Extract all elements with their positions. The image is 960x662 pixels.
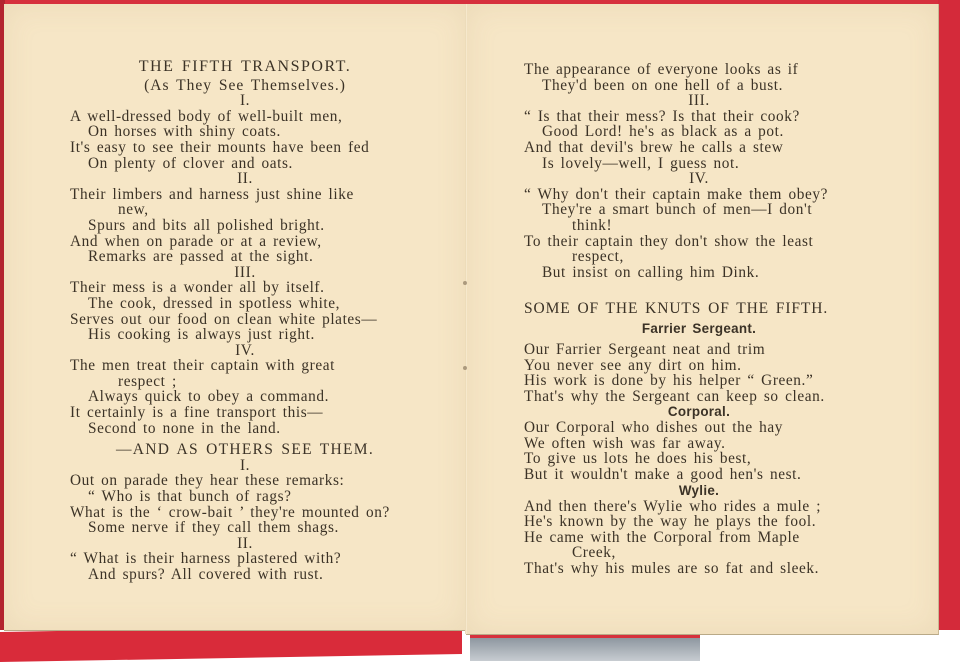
knuts-poems bbox=[524, 321, 874, 577]
verse-line: And when on parade or at a review, bbox=[70, 232, 322, 250]
verse-line: To give us lots he does his best, bbox=[524, 450, 752, 468]
verse-line: And spurs? All covered with rust. bbox=[88, 566, 324, 583]
verse-line: Remarks are passed at the sight. bbox=[88, 248, 314, 266]
verse-line: That's why his mules are so fat and sleek. bbox=[524, 560, 820, 578]
verse-line: Spurs and bits all polished bright. bbox=[88, 216, 325, 234]
verse-line: “ Why don't their captain make them obey? bbox=[524, 185, 829, 203]
right-page-text bbox=[524, 62, 874, 577]
verse-line: His cooking is always just right. bbox=[88, 326, 315, 344]
part-two-stanzas-continued bbox=[524, 93, 874, 280]
verse-line: think! bbox=[572, 216, 613, 234]
verse-line: Our Corporal who dishes out the hay bbox=[524, 419, 784, 437]
verse-line: Our Farrier Sergeant neat and trim bbox=[524, 340, 766, 358]
verse-line: The men treat their captain with great bbox=[70, 357, 335, 375]
poem-subtitle: (As They See Themselves.) bbox=[144, 76, 346, 94]
book-gutter bbox=[465, 4, 467, 634]
verse-line: We often wish was far away. bbox=[524, 434, 726, 452]
binding-staple-bottom bbox=[463, 366, 467, 370]
stanza-numeral: III. bbox=[234, 263, 256, 281]
verse-line: They'd been on one hell of a bust. bbox=[542, 76, 784, 94]
stanza-numeral: III. bbox=[688, 92, 710, 110]
verse-line: Creek, bbox=[572, 544, 616, 562]
part-two-stanzas bbox=[70, 458, 420, 583]
stanza-numeral: I. bbox=[239, 456, 251, 474]
verse-line: What is the ‘ crow-bait ’ they're mounted on? bbox=[70, 503, 390, 521]
part-two-title: —AND AS OTHERS SEE THEM. bbox=[115, 441, 375, 459]
verse-line: And then there's Wylie who rides a mule ; bbox=[524, 497, 822, 515]
verse-line: Is lovely—well, I guess not. bbox=[542, 154, 740, 172]
poem-continuation bbox=[524, 62, 874, 93]
stanza-numeral: II. bbox=[237, 170, 253, 188]
verse-line: “ Who is that bunch of rags? bbox=[88, 488, 292, 506]
verse-line: Some nerve if they call them shags. bbox=[88, 519, 339, 537]
knut-heading: Wylie. bbox=[678, 482, 720, 498]
stanza-numeral: I. bbox=[239, 92, 251, 110]
verse-line: And that devil's brew he calls a stew bbox=[524, 138, 784, 156]
left-page-text bbox=[70, 59, 420, 583]
verse-line: Good Lord! he's as black as a pot. bbox=[542, 123, 784, 141]
knuts-title: SOME OF THE KNUTS OF THE FIFTH. bbox=[524, 300, 829, 318]
verse-line: Their limbers and harness just shine like bbox=[70, 185, 354, 203]
verse-line: A well-dressed body of well-built men, bbox=[70, 107, 343, 125]
verse-line: That's why the Sergeant can keep so clean. bbox=[524, 387, 825, 405]
verse-line: His work is done by his helper “ Green.” bbox=[524, 372, 814, 390]
verse-line: To their captain they don't show the least bbox=[524, 232, 814, 250]
verse-line: Out on parade they hear these remarks: bbox=[70, 472, 345, 490]
binding-staple-top bbox=[463, 281, 467, 285]
verse-line: new, bbox=[118, 201, 149, 219]
verse-line: Their mess is a wonder all by itself. bbox=[70, 279, 325, 297]
part-one-stanzas bbox=[70, 93, 420, 436]
verse-line: Always quick to obey a command. bbox=[88, 388, 330, 406]
verse-line: It's easy to see their mounts have been fed bbox=[70, 138, 370, 156]
verse-line: Second to none in the land. bbox=[88, 419, 281, 437]
stanza-numeral: IV. bbox=[689, 170, 709, 188]
poem-title: THE FIFTH TRANSPORT. bbox=[138, 58, 352, 75]
verse-line: On plenty of clover and oats. bbox=[88, 154, 293, 172]
verse-line: It certainly is a fine transport this— bbox=[70, 404, 324, 422]
verse-line: You never see any dirt on him. bbox=[524, 356, 742, 374]
knut-heading: Corporal. bbox=[667, 404, 731, 420]
verse-line: On horses with shiny coats. bbox=[88, 123, 281, 141]
verse-line: respect ; bbox=[118, 372, 177, 390]
verse-line: “ Is that their mess? Is that their cook? bbox=[524, 107, 800, 125]
stanza-numeral: IV. bbox=[235, 341, 255, 359]
scan-shadow bbox=[470, 638, 700, 661]
verse-line: “ What is their harness plastered with? bbox=[70, 550, 342, 568]
stanza-numeral: II. bbox=[237, 534, 253, 552]
book-cover-right-edge bbox=[938, 0, 960, 630]
verse-line: He's known by the way he plays the fool. bbox=[524, 513, 817, 531]
verse-line: But it wouldn't make a good hen's nest. bbox=[524, 466, 802, 484]
knut-heading: Farrier Sergeant. bbox=[641, 320, 757, 336]
verse-line: Serves out our food on clean white plates— bbox=[70, 310, 378, 328]
verse-line: They're a smart bunch of men—I don't bbox=[542, 201, 813, 219]
verse-line: The appearance of everyone looks as if bbox=[524, 61, 799, 78]
verse-line: He came with the Corporal from Maple bbox=[524, 528, 800, 546]
verse-line: respect, bbox=[572, 248, 624, 266]
verse-line: But insist on calling him Dink. bbox=[542, 263, 760, 281]
verse-line: The cook, dressed in spotless white, bbox=[88, 294, 341, 312]
